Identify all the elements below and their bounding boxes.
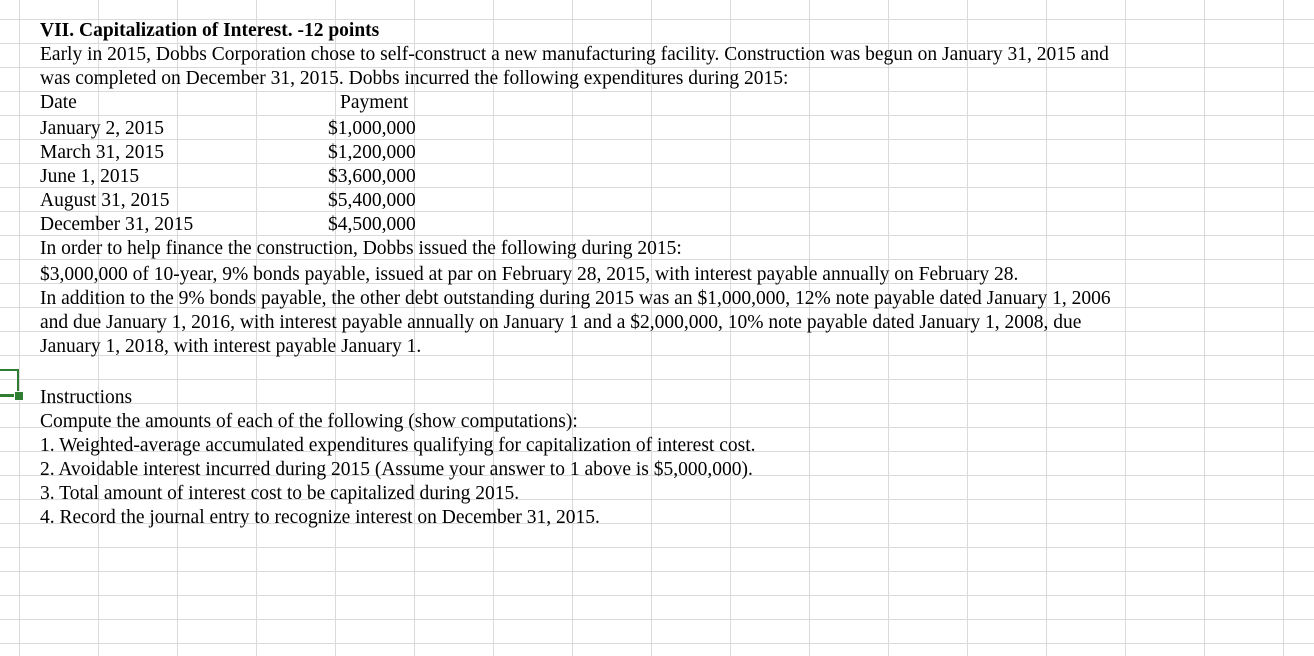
instruction-item[interactable]: 1. Weighted-average accumulated expenditures qualifying for capitalization of interest cost. [40, 435, 756, 456]
expenditure-date[interactable]: August 31, 2015 [40, 190, 170, 211]
expenditure-date[interactable]: March 31, 2015 [40, 142, 165, 163]
intro-line-1[interactable]: Early in 2015, Dobbs Corporation chose to self-construct a new manufacturing facility. Construction was begun on January 31, 2015 and [40, 44, 1109, 65]
instruction-item[interactable]: 4. Record the journal entry to recognize interest on December 31, 2015. [40, 507, 600, 528]
expenditure-payment[interactable]: $1,200,000 [328, 142, 416, 163]
expenditure-payment[interactable]: $5,400,000 [328, 190, 416, 211]
instruction-item[interactable]: 3. Total amount of interest cost to be capitalized during 2015. [40, 483, 520, 504]
intro-line-2[interactable]: was completed on December 31, 2015. Dobbs incurred the following expenditures during 2015: [40, 68, 789, 89]
financing-line-3[interactable]: In addition to the 9% bonds payable, the other debt outstanding during 2015 was an $1,000,000, 12% note payable dated January 1, 2006 [40, 288, 1111, 309]
expenditure-payment[interactable]: $4,500,000 [328, 214, 416, 235]
date-header[interactable]: Date [40, 92, 77, 113]
payment-header[interactable]: Payment [340, 92, 409, 113]
expenditure-date[interactable]: January 2, 2015 [40, 118, 165, 139]
financing-line-2[interactable]: $3,000,000 of 10-year, 9% bonds payable, issued at par on February 28, 2015, with interest payable annually on February 28. [40, 264, 1019, 285]
expenditure-payment[interactable]: $3,600,000 [328, 166, 416, 187]
expenditure-date[interactable]: December 31, 2015 [40, 214, 194, 235]
instructions-title[interactable]: Instructions [40, 387, 133, 408]
heading-cell[interactable]: VII. Capitalization of Interest. -12 points [40, 20, 380, 41]
financing-line-5[interactable]: January 1, 2018, with interest payable January 1. [40, 336, 422, 357]
expenditure-date[interactable]: June 1, 2015 [40, 166, 140, 187]
financing-line-4[interactable]: and due January 1, 2016, with interest payable annually on January 1 and a $2,000,000, 10% note payable dated January 1, 2008, due [40, 312, 1082, 333]
financing-line-1[interactable]: In order to help finance the construction, Dobbs issued the following during 2015: [40, 238, 682, 259]
instruction-item[interactable]: 2. Avoidable interest incurred during 2015 (Assume your answer to 1 above is $5,000,000). [40, 459, 753, 480]
instructions-lead[interactable]: Compute the amounts of each of the following (show computations): [40, 411, 578, 432]
fill-handle[interactable] [14, 391, 24, 401]
expenditure-payment[interactable]: $1,000,000 [328, 118, 416, 139]
